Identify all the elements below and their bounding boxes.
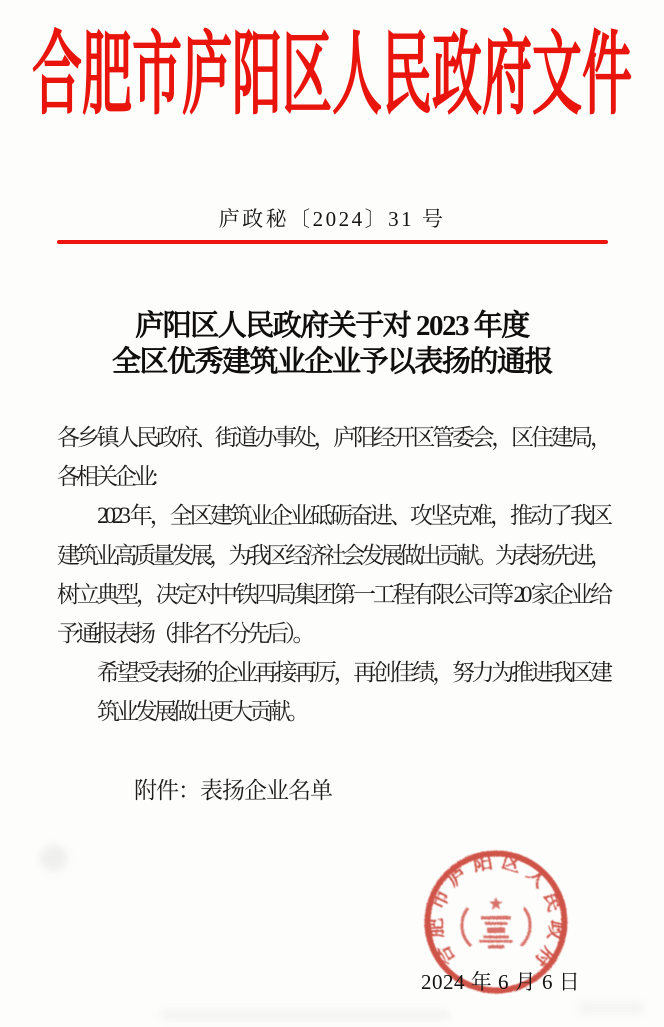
document-title-line1: 庐阳区人民政府关于对 2023 年度 [135, 310, 529, 342]
body-line: 2023 年，全区建筑业企业砥砺奋进、攻坚克难，推动了我区 [97, 503, 609, 529]
document-body [57, 418, 609, 732]
body-line: 各相关企业: [57, 464, 155, 490]
document-date: 2024 年 6 月 6 日 [421, 970, 581, 994]
body-line: 希望受表扬的企业再接再厉，再创佳绩，努力为推进我区建 [97, 660, 609, 686]
scan-artifact [160, 1010, 450, 1020]
scan-artifact [578, 1002, 644, 1014]
svg-text:合肥市庐阳区人民政府 [425, 850, 570, 977]
body-line: 各乡镇人民政府、街道办事处，庐阳经开区管委会，区住建局， [57, 425, 609, 450]
red-separator-line [57, 240, 608, 244]
attachment-note: 附件：表扬企业名单 [134, 778, 332, 803]
body-line: 建筑业高质量发展，为我区经济社会发展做出贡献。为表扬先进， [57, 542, 609, 568]
body-line: 树立典型，决定对中铁四局集团第一工程有限公司等 20 家企业给 [57, 581, 609, 607]
body-line: 予通报表扬（排名不分先后）。 [57, 620, 312, 646]
document-number: 庐政秘〔2024〕31 号 [218, 207, 446, 231]
national-emblem [462, 897, 530, 949]
seal-text: 合肥市庐阳区人民政府 [425, 850, 568, 977]
red-masthead-title: 合肥市庐阳区人民政府文件 [32, 23, 632, 126]
body-line: 筑业发展做出更大贡献。 [97, 699, 306, 725]
document-title-line2: 全区优秀建筑业企业予以表扬的通报 [111, 346, 552, 378]
scan-artifact [40, 845, 68, 871]
document-title [0, 308, 664, 380]
